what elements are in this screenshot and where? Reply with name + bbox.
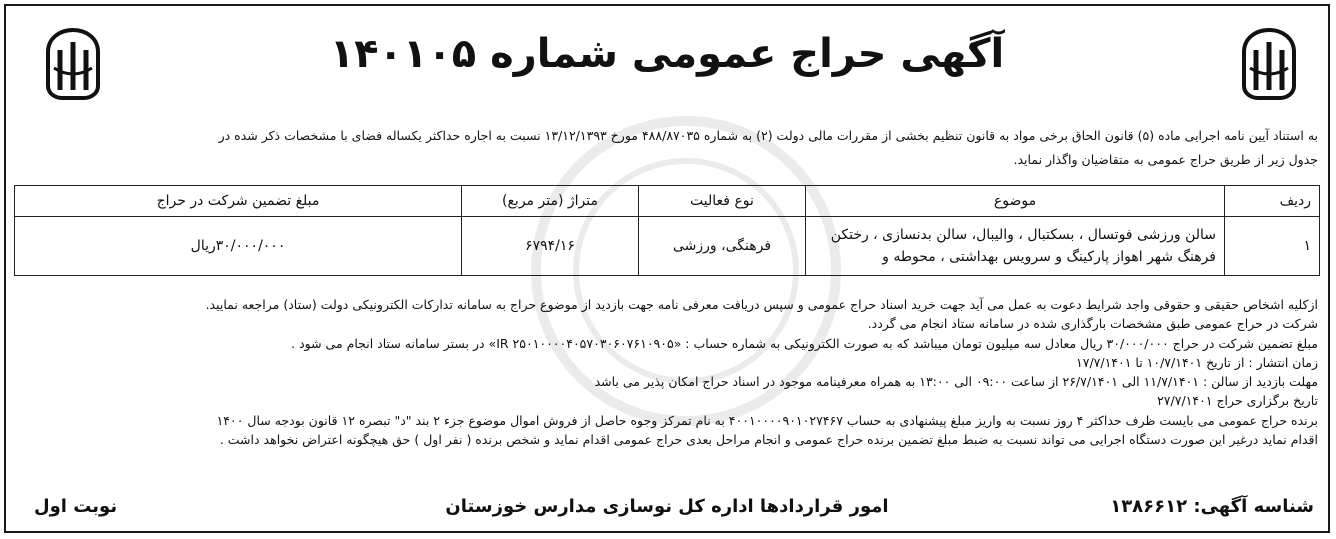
- condition-line: تاریخ برگزاری حراج ۲۷/۷/۱۴۰۱: [1157, 393, 1318, 409]
- subject-line: سالن ورزشی فوتسال ، بسکتبال ، والیبال، سالن بدنسازی ، رختکن: [830, 227, 1216, 243]
- cell-subject: [806, 217, 1225, 276]
- header-subject: موضوع: [806, 186, 1225, 217]
- table-row: [15, 217, 1320, 276]
- condition-line: زمان انتشار : از تاریخ ۱۰/۷/۱۴۰۱ تا ۱۷/۷/۱۴۰۱: [1076, 354, 1318, 370]
- condition-line: مهلت بازدید از سالن : ۱۱/۷/۱۴۰۱ الی ۲۶/۷/۱۴۰۱ از ساعت ۰۹:۰۰ الی ۱۳:۰۰ به همراه معرفینامه موجود در اسناد حراج امکان پذیر می باشد: [594, 374, 1318, 390]
- notice-frame: [4, 4, 1330, 533]
- condition-line: ازکلیه اشخاص حقیقی و حقوقی واجد شرایط دعوت به عمل می آید جهت خرید اسناد حراج عمومی و سپس دریافت معرفی نامه جهت بازدید از موضوع حراج به سامانه تدارکات الکترونیکی دولت (ستاد) مراجعه نمایید.: [205, 297, 1318, 312]
- intro-line: جدول زیر از طریق حراج عمومی به متقاضیان واگذار نماید.: [1013, 152, 1318, 167]
- cell-row-number: ۱: [1225, 217, 1320, 276]
- header-area: متراژ (متر مربع): [462, 186, 639, 217]
- cell-deposit: ۳۰/۰۰۰/۰۰۰ریال: [15, 217, 462, 276]
- subject-line: فرهنگ شهر اهواز پارکینگ و سرویس بهداشتی ، محوطه و: [882, 249, 1216, 265]
- header-row-number: ردیف: [1225, 186, 1320, 217]
- publication-round: نوبت اول: [34, 496, 118, 517]
- condition-line: مبلغ تضمین شرکت در حراج ۳۰/۰۰۰/۰۰۰ ریال معادل سه میلیون تومان میباشد که به صورت الکترونیکی به شماره حساب : «IR ۲۵۰۱۰۰۰۰۴۰۵۷۰۳۰۶۰۷۶۱۰۹۰۵» در بستر سامانه ستاد انجام می شود .: [291, 335, 1318, 351]
- conditions-text: [16, 295, 1318, 449]
- header-activity: نوع فعالیت: [639, 186, 806, 217]
- condition-line: اقدام نماید درغیر این صورت دستگاه اجرایی می تواند نسبت به ضبط مبلغ تضمین برنده حراج عمومی و انجام مراحل بعدی حراج عمومی اقدام نماید و شخص برنده ( نفر اول ) حق هیچگونه اعتراض نخواهد داشت .: [219, 432, 1318, 448]
- header-deposit: مبلغ تضمین شرکت در حراج: [15, 186, 462, 217]
- condition-line: شرکت در حراج عمومی طبق مشخصات بارگذاری شده در سامانه ستاد انجام می گردد.: [867, 316, 1318, 332]
- condition-line: برنده حراج عمومی می بایست ظرف حداکثر ۴ روز نسبت به واریز مبلغ پیشنهادی به حساب ۴۰۰۱۰۰۰۰۹۰۱۰۲۷۴۶۷ به نام تمرکز وجوه حاصل از فروش اموال موضوع جزء ۲ بند "د" تبصره ۱۲ قانون بودجه سال ۱۴۰۰: [216, 412, 1318, 428]
- cell-area: ۶۷۹۴/۱۶: [462, 217, 639, 276]
- cell-activity: فرهنگی، ورزشی: [639, 217, 806, 276]
- organization-name: امور قراردادها اداره کل نوسازی مدارس خوزستان: [445, 496, 889, 517]
- auction-table: [14, 185, 1320, 276]
- intro-line: به استناد آیین نامه اجرایی ماده (۵) قانون الحاق برخی مواد به قانون تنظیم بخشی از مقررات مالی دولت (۲) به شماره ۴۸۸/۸۷۰۳۵ مورخ ۱۳/۱۲/۱۳۹۳ نسبت به اجاره حداکثر یکساله فضای با مشخصات ذکر شده در: [218, 128, 1318, 143]
- page-title: آگهی حراج عمومی شماره ۱۴۰۱۰۵: [329, 31, 1005, 77]
- notice-id: شناسه آگهی: ۱۳۸۶۶۱۲: [1110, 496, 1314, 517]
- footer: [6, 496, 1328, 526]
- intro-paragraph: [16, 124, 1318, 172]
- table-header-row: [15, 186, 1320, 217]
